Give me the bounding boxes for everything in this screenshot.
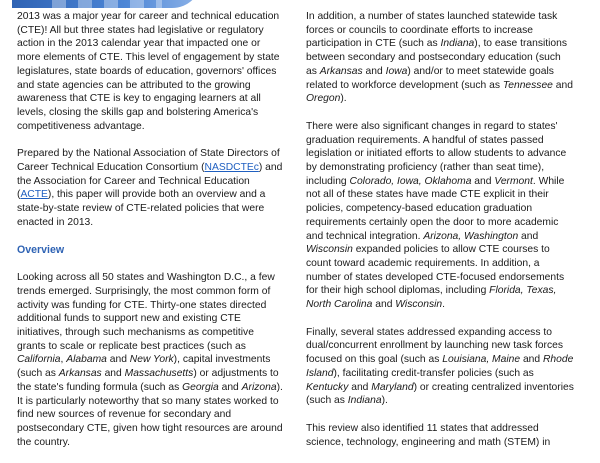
graduation-requirements-paragraph: There were also significant changes in regard to states' graduation requirements. A handful of states passed legislation or initiated efforts to allow students to advance by demonstrating proficiency (rather than seat time), including Colorado, Iowa, Oklahoma and Vermont. While not all of these states have made CTE explicit in their policies, competency-based education graduation requirements certainly open the door to more academic and technical integration. Arizona, Washington and Wisconsin expanded policies to allow CTE courses to count toward academic requirements. In addition, a number of states developed CTE-focused endorsements for their high school diplomas, including Florida, Texas, North Carolina and Wisconsin. — [306, 120, 567, 311]
nasdctec-link[interactable]: NASDCTEc — [204, 162, 259, 174]
overview-paragraph: Looking across all 50 states and Washington D.C., a few trends emerged. Surprisingly, the most common form of activity was funding for CTE. Thirty-one states directed additional funds to support new and existing CTE initiatives, through such mechanisms as competitive grants to scale or replicate best practices (such as California, Alabama and New York), capital investments (such as Arkansas and Massachusetts) or adjustments to the state's funding formula (such as Georgia and Arizona). It is particularly noteworthy that so many states worked to find new sources of revenue for secondary and postsecondary CTE, given how tight resources are around the country. — [17, 272, 283, 448]
right-column — [306, 10, 574, 463]
prepared-by-paragraph: Prepared by the National Association of State Directors of Career Technical Education Consortium (NASDCTEc) and the Association for Career and Technical Education (ACTE), this paper will provide both an overview and a state-by-state review of CTE-related policies that were enacted in 2013. — [17, 148, 283, 228]
acte-link[interactable]: ACTE — [20, 189, 48, 201]
dual-enrollment-paragraph: Finally, several states addressed expanding access to dual/concurrent enrollment by launching new task forces focused on this goal (such as Louisiana, Maine and Rhode Island), facilitating credit-transfer policies (such as Kentucky and Maryland) or creating centralized inventories (such as Indiana). — [306, 326, 574, 407]
header-banner — [0, 0, 600, 6]
stem-paragraph: This review also identified 11 states that addressed science, technology, engineering and math (STEM) in — [306, 422, 551, 448]
left-column — [17, 10, 285, 463]
cte-logo-banner — [12, 0, 202, 8]
overview-heading: Overview — [17, 243, 65, 256]
task-forces-paragraph: In addition, a number of states launched statewide task forces or councils to coordinate efforts to increase participation in CTE (such as Indiana), to ease transitions between secondary and postsecondary education (such as Arkansas and Iowa) and/or to meet statewide goals related to workforce development (such as Tennessee and Oregon). — [306, 11, 573, 105]
intro-paragraph: 2013 was a major year for career and technical education (CTE)! All but three states had legislative or regulatory action in the 2013 calendar year that impacted one or more elements of CTE. This level of engagement by state legislatures, state boards of education, governors' offices and state agencies can be attributed to the growing awareness that CTE is key to engaging learners at all levels, closing the skills gap and bolstering America's competitiveness advantage. — [17, 11, 280, 132]
